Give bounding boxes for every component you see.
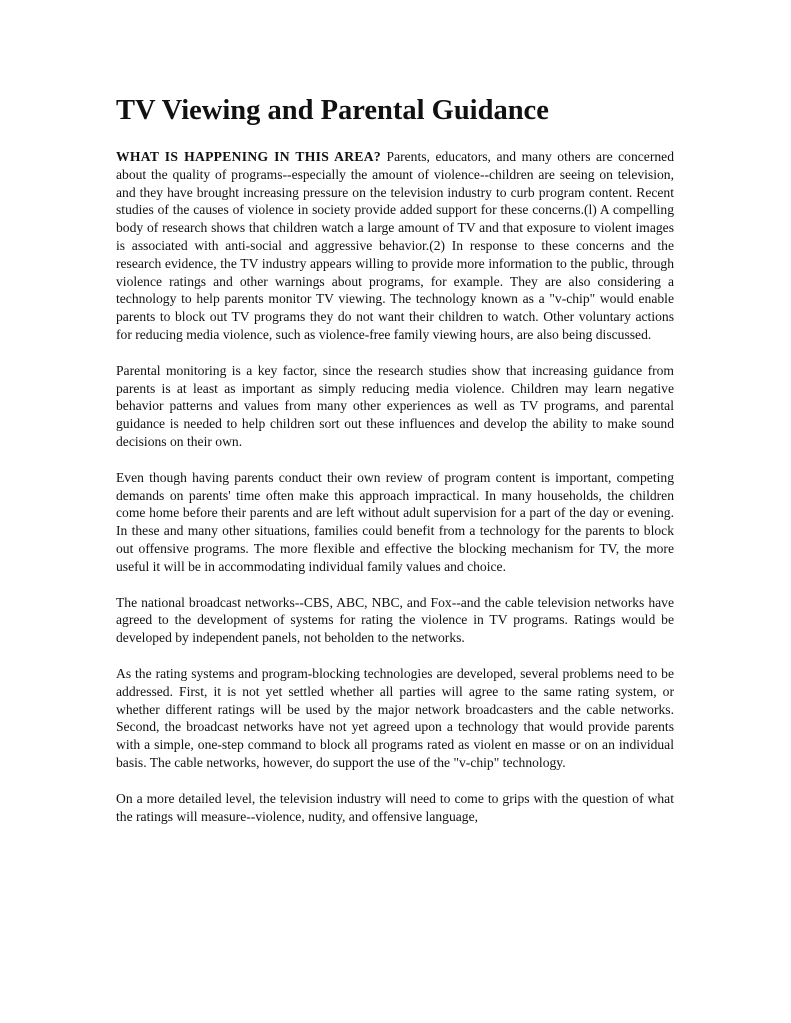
paragraph-text: Parents, educators, and many others are concerned about the quality of programs--especially the amount of violence--children are seeing on television, and they have brought increasing pressure on the television industry to curb program content. Recent studies of the causes of violence in society provide added support for these concerns.(l) A compelling body of research shows that children watch a large amount of TV and that exposure to violent images is associated with anti-social and aggressive behavior.(2) In response to these concerns and the research evidence, the TV industry appears willing to provide more information to the public, through violence ratings and other warnings about programs, for example. They are also considering a technology to help parents monitor TV viewing. The technology known as a "v-chip" would enable parents to block out TV programs they do not want their children to watch. Other voluntary actions for reducing media violence, such as violence-free family viewing hours, are also being discussed. bbox=[116, 149, 674, 342]
paragraph-text: Parental monitoring is a key factor, since the research studies show that increasing guidance from parents is at least as important as simply reducing media violence. Children may learn negative behavior patterns and values from many other experiences as well as TV programs, and parental guidance is needed to help children sort out these influences and develop the ability to make sound decisions on their own. bbox=[116, 362, 674, 449]
paragraph-6 bbox=[116, 790, 674, 826]
paragraph-1 bbox=[116, 148, 674, 344]
paragraph-text: Even though having parents conduct their own review of program content is important, competing demands on parents' time often make this approach impractical. In many households, the children come home before their parents and are left without adult supervision for a part of the day or evening. In these and many other situations, families could benefit from a technology for the parents to block out offensive programs. The more flexible and effective the blocking mechanism for TV, the more useful it will be in accommodating individual family values and choice. bbox=[116, 469, 674, 574]
document-page bbox=[116, 94, 674, 843]
document-title: TV Viewing and Parental Guidance bbox=[116, 95, 549, 126]
paragraph-text: The national broadcast networks--CBS, ABC, NBC, and Fox--and the cable television networks have agreed to the development of systems for rating the violence in TV programs. Ratings would be developed by independent panels, not beholden to the networks. bbox=[116, 594, 674, 646]
paragraph-text: As the rating systems and program-blocking technologies are developed, several problems need to be addressed. First, it is not yet settled whether all parties will agree to the same rating system, or whether different ratings will be used by the major network broadcasters and the cable networks. Second, the broadcast networks have not yet agreed upon a technology that would provide parents with a simple, one-step command to block all programs rated as violent en masse or on an individual basis. The cable networks, however, do support the use of the "v-chip" technology. bbox=[116, 665, 674, 770]
paragraph-2 bbox=[116, 362, 674, 451]
paragraph-3 bbox=[116, 469, 674, 576]
paragraph-text: On a more detailed level, the television industry will need to come to grips with the question of what the ratings will measure--violence, nudity, and offensive language, bbox=[116, 790, 674, 824]
paragraph-5 bbox=[116, 665, 674, 772]
paragraph-lead-heading: WHAT IS HAPPENING IN THIS AREA? bbox=[116, 149, 381, 164]
paragraph-4 bbox=[116, 594, 674, 647]
